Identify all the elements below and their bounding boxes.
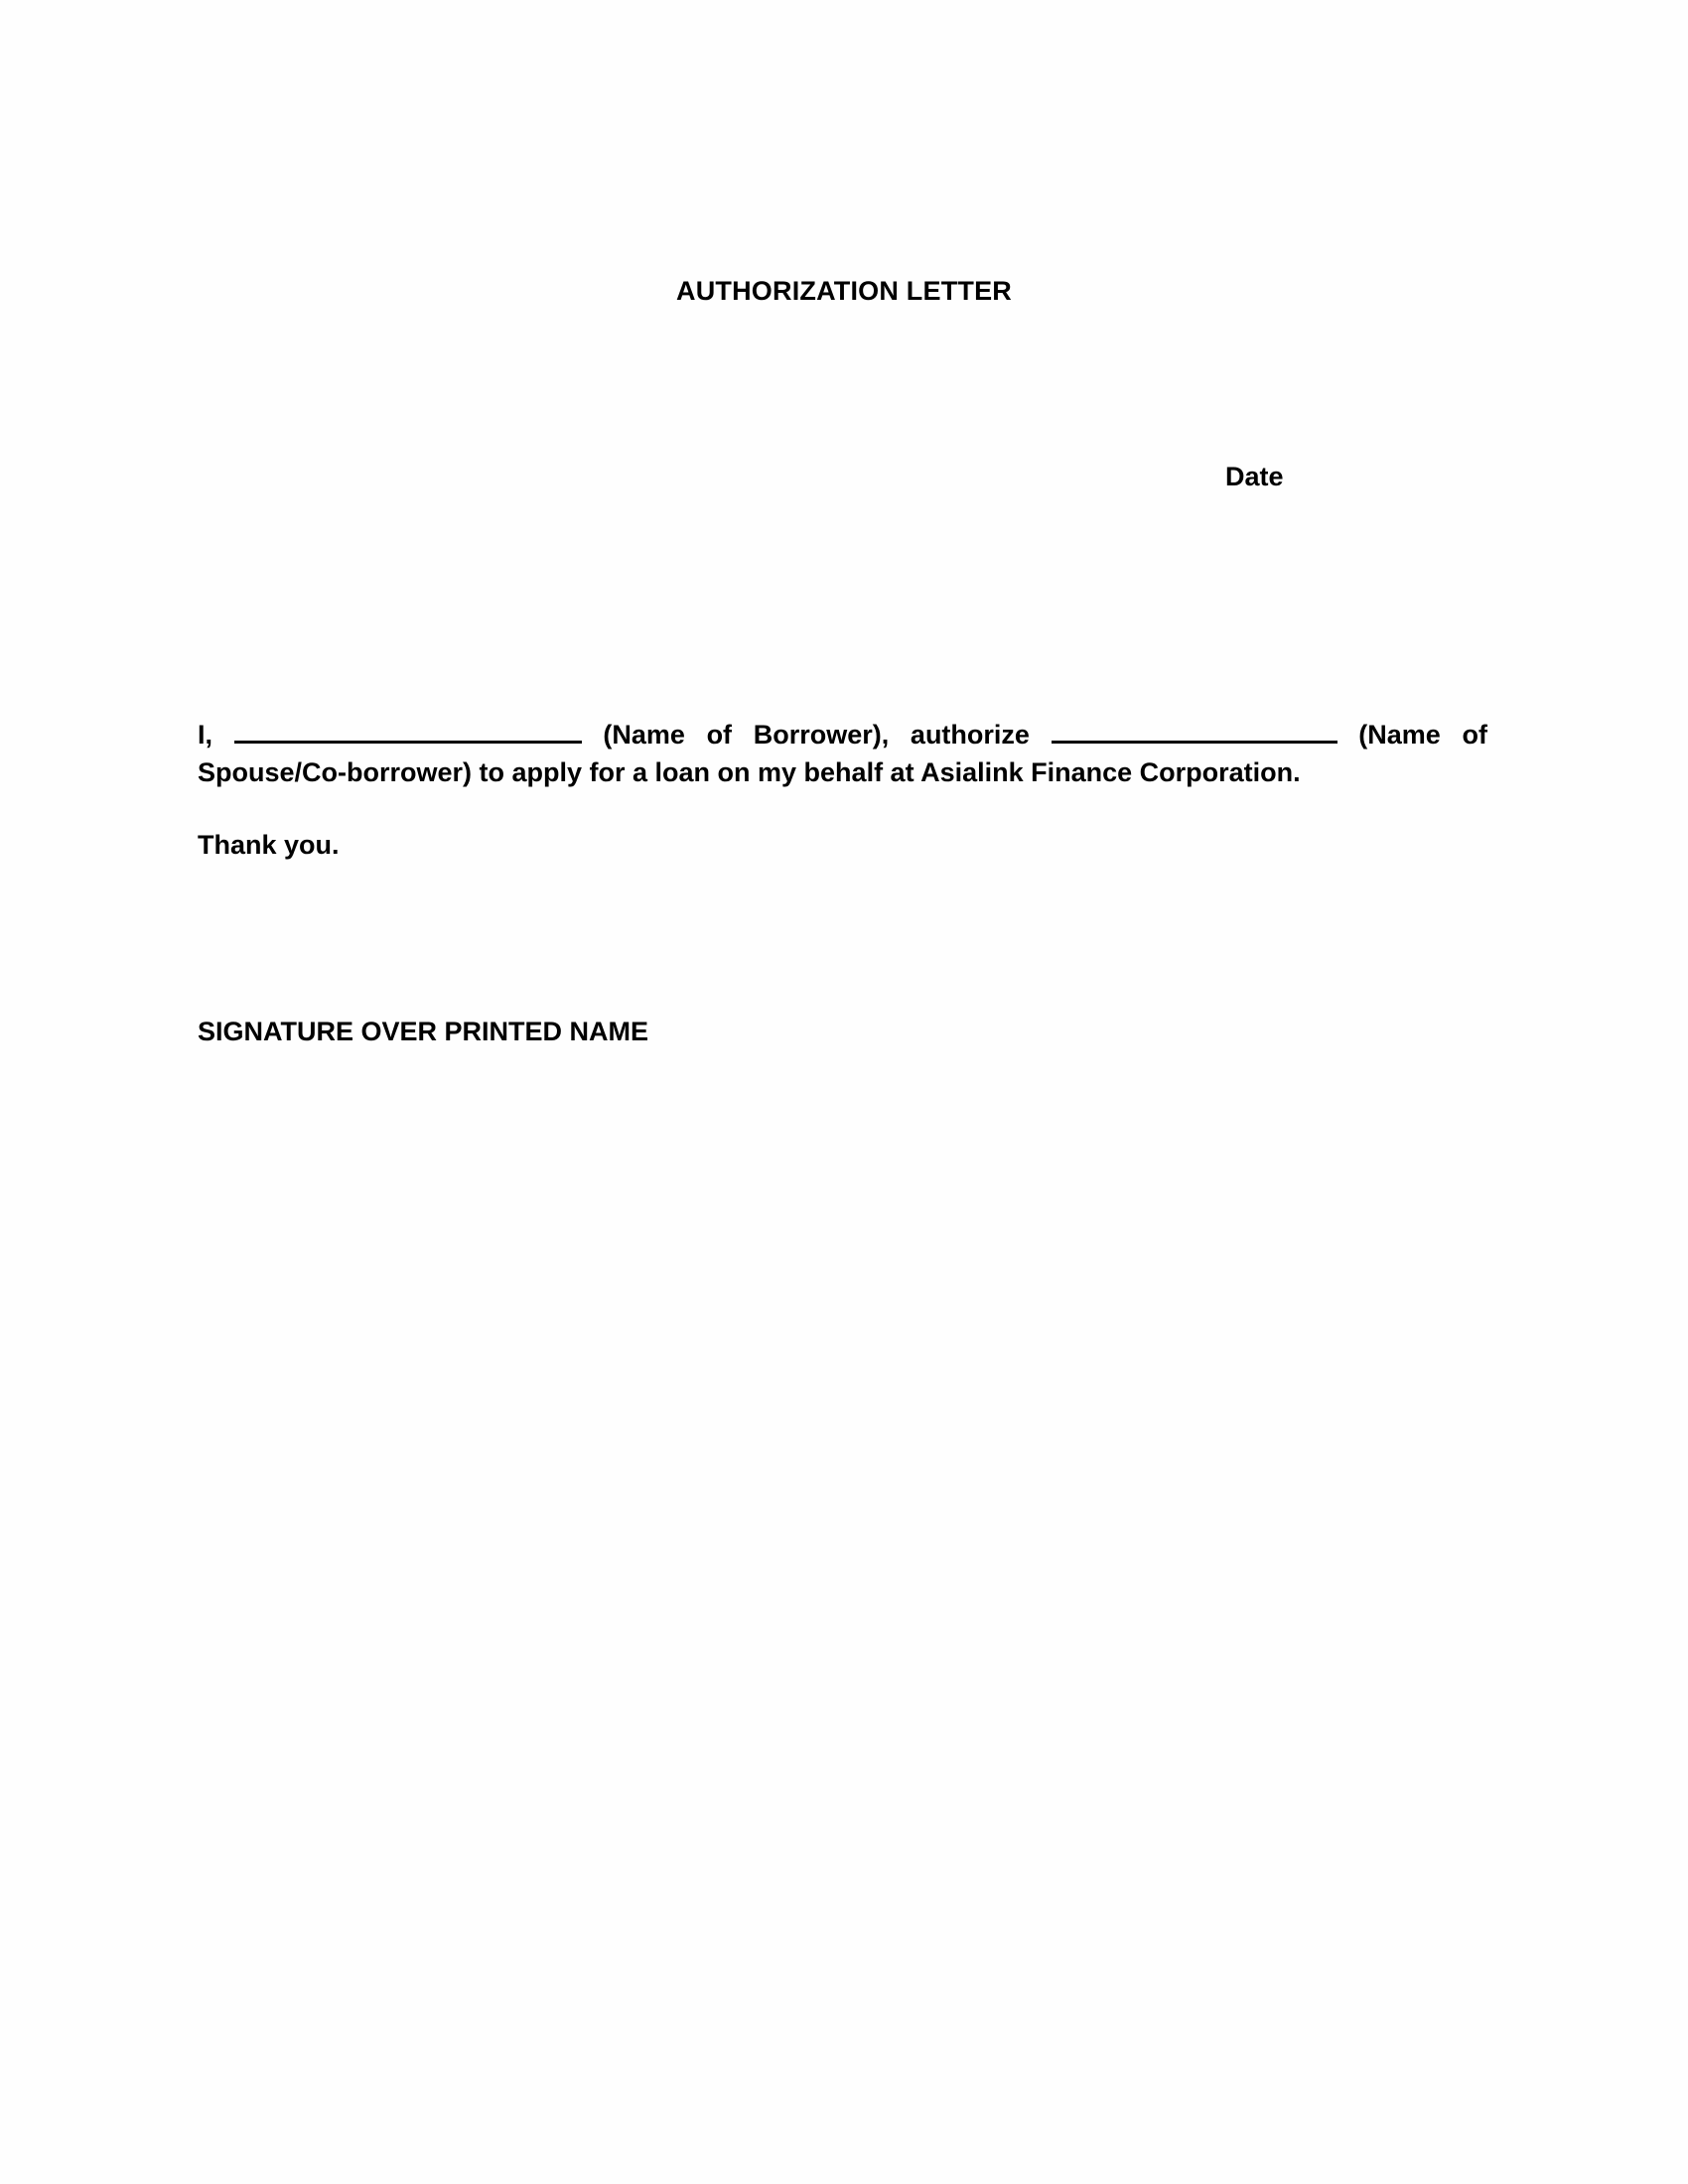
paragraph-line-2: Spouse/Co-borrower) to apply for a loan on my behalf at Asialink Finance Corporation. (198, 757, 1301, 787)
word-name-2: (Name (1358, 720, 1441, 750)
authorization-paragraph (198, 715, 1487, 791)
letter-title: AUTHORIZATION LETTER (676, 276, 1012, 306)
word-name: (Name (603, 720, 685, 750)
closing-text: Thank you. (198, 830, 340, 860)
word-borrower: Borrower), (753, 720, 890, 750)
borrower-name-blank (234, 715, 582, 744)
word-authorize: authorize (910, 720, 1030, 750)
paragraph-line-1 (198, 715, 1487, 753)
word-of: of (706, 720, 733, 750)
date-label: Date (1225, 462, 1284, 491)
spouse-name-blank (1052, 715, 1337, 744)
signature-label: SIGNATURE OVER PRINTED NAME (198, 1017, 649, 1046)
word-i: I, (198, 720, 213, 750)
word-of-2: of (1462, 720, 1487, 750)
